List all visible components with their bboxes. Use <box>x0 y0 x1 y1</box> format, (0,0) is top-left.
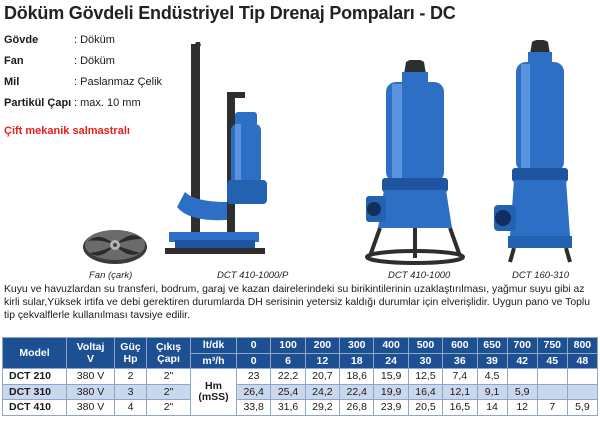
cell-value: 26,4 <box>237 384 271 400</box>
cell-value: 23,9 <box>374 400 408 416</box>
header-flow-lt: lt/dk <box>191 338 237 354</box>
cell-value <box>567 384 597 400</box>
cell-value: 20,5 <box>408 400 442 416</box>
cell-value: 12,5 <box>408 369 442 385</box>
spec-label: Gövde <box>4 34 39 46</box>
cell-value: 29,2 <box>305 400 339 416</box>
header-flow-m3-cell: 42 <box>507 353 537 369</box>
header-flow-lt-cell: 100 <box>271 338 305 354</box>
header-model-label: Model <box>19 347 50 359</box>
cell-value <box>537 369 567 385</box>
cell-value: 22,4 <box>340 384 374 400</box>
header-flow-m3-cell: 45 <box>537 353 567 369</box>
header-guc-label: Güç <box>120 341 141 353</box>
cell-value: 20,7 <box>305 369 339 385</box>
table-row <box>3 384 598 400</box>
spec-value: : Paslanmaz Çelik <box>74 76 163 88</box>
header-flow-lt-cell: 750 <box>537 338 567 354</box>
performance-table <box>2 337 598 416</box>
header-flow-lt-cell: 700 <box>507 338 537 354</box>
header-flow-lt-cell: 500 <box>408 338 442 354</box>
cell-model: DCT 210 <box>3 369 67 385</box>
table-row <box>3 400 598 416</box>
cell-model: DCT 410 <box>3 400 67 416</box>
cell-value <box>507 369 537 385</box>
spec-value: : Döküm <box>74 34 115 46</box>
hm-label: Hm <box>205 379 222 392</box>
cell-guc: 2 <box>115 369 147 385</box>
header-voltaj <box>67 338 115 369</box>
cell-value <box>537 384 567 400</box>
header-flow-lt-cell: 0 <box>237 338 271 354</box>
feature-note: Çift mekanik salmastralı <box>4 125 130 137</box>
cell-model: DCT 310 <box>3 384 67 400</box>
cell-guc: 3 <box>115 384 147 400</box>
pump3-caption: DCT 160-310 <box>512 270 570 281</box>
page-title: Döküm Gövdeli Endüstriyel Tip Drenaj Pompaları - DC <box>4 3 456 23</box>
header-guc-unit: Hp <box>123 353 138 365</box>
cell-cikis: 2" <box>147 384 191 400</box>
cell-value: 25,4 <box>271 384 305 400</box>
pump1-caption: DCT 410-1000/P <box>217 270 289 281</box>
spec-row-mil <box>4 72 162 93</box>
cell-value: 4,5 <box>477 369 507 385</box>
header-flow-m3-cell: 30 <box>408 353 442 369</box>
cell-cikis: 2" <box>147 400 191 416</box>
header-flow-m3-cell: 6 <box>271 353 305 369</box>
header-flow-lt-cell: 300 <box>340 338 374 354</box>
header-voltaj-label: Voltaj <box>76 341 105 353</box>
cell-value: 16,5 <box>443 400 477 416</box>
table-row <box>3 369 598 385</box>
cell-voltaj: 380 V <box>67 384 115 400</box>
cell-value: 23 <box>237 369 271 385</box>
header-flow-m3-cell: 12 <box>305 353 339 369</box>
cell-value: 22,2 <box>271 369 305 385</box>
cell-value: 12 <box>507 400 537 416</box>
cell-value: 14 <box>477 400 507 416</box>
pump-dct160-310-image <box>488 40 588 265</box>
header-flow-lt-cell: 800 <box>567 338 597 354</box>
header-cikis <box>147 338 191 369</box>
cell-hm-label <box>191 369 237 416</box>
spec-row-fan <box>4 51 162 72</box>
cell-value: 15,9 <box>374 369 408 385</box>
cell-value: 5,9 <box>507 384 537 400</box>
description-text: Kuyu ve havuzlardan su transferi, bodrum, garaj ve kazan dairelerindeki su birikintilerinin uzaklaştırılması, yağmur suyu gibi az kirli sular,Yüksek irtifa ve debi gerektiren durumlarda DH serisinin yetersiz kaldığı durumlar için elverişlidir. Uygun pano ve Toplu tip çekvalflerle kullanılması tavsiye edilir. <box>4 284 590 322</box>
header-flow-m3-cell: 39 <box>477 353 507 369</box>
hm-unit: (mSS) <box>198 390 229 403</box>
cell-value <box>567 369 597 385</box>
cell-value: 19,9 <box>374 384 408 400</box>
impeller-image <box>80 223 150 268</box>
header-cikis-unit: Çapı <box>157 353 180 365</box>
table-header-row-1 <box>3 338 598 354</box>
spec-row-partikul <box>4 93 162 114</box>
header-flow-m3-cell: 18 <box>340 353 374 369</box>
header-flow-lt-cell: 400 <box>374 338 408 354</box>
header-flow-lt-cell: 600 <box>443 338 477 354</box>
header-cikis-label: Çıkış <box>155 341 182 353</box>
cell-value: 33,8 <box>237 400 271 416</box>
spec-value: : max. 10 mm <box>74 97 141 109</box>
cell-value: 7,4 <box>443 369 477 385</box>
cell-value: 5,9 <box>567 400 597 416</box>
header-guc <box>115 338 147 369</box>
header-flow-m3-cell: 0 <box>237 353 271 369</box>
header-flow-lt-cell: 650 <box>477 338 507 354</box>
cell-value: 7 <box>537 400 567 416</box>
cell-value: 18,6 <box>340 369 374 385</box>
pump-dct410-1000p-image <box>165 42 275 264</box>
cell-guc: 4 <box>115 400 147 416</box>
header-model <box>3 338 67 369</box>
header-flow-lt-cell: 200 <box>305 338 339 354</box>
impeller-caption: Fan (çark) <box>89 270 133 281</box>
cell-value: 12,1 <box>443 384 477 400</box>
pump2-caption: DCT 410-1000 <box>388 270 451 281</box>
spec-label: Partikül Çapı <box>4 97 72 109</box>
cell-voltaj: 380 V <box>67 400 115 416</box>
spec-row-govde <box>4 30 162 51</box>
header-flow-m3-cell: 48 <box>567 353 597 369</box>
cell-voltaj: 380 V <box>67 369 115 385</box>
cell-value: 16,4 <box>408 384 442 400</box>
cell-value: 26,8 <box>340 400 374 416</box>
spec-label: Mil <box>4 76 20 88</box>
spec-value: : Döküm <box>74 55 115 67</box>
header-flow-m3-cell: 36 <box>443 353 477 369</box>
cell-value: 9,1 <box>477 384 507 400</box>
cell-value: 24,2 <box>305 384 339 400</box>
spec-label: Fan <box>4 55 24 67</box>
header-flow-m3: m³/h <box>191 353 237 369</box>
pump-dct410-1000-image <box>360 60 470 265</box>
header-flow-m3-cell: 24 <box>374 353 408 369</box>
cell-cikis: 2" <box>147 369 191 385</box>
header-voltaj-unit: V <box>86 353 94 365</box>
cell-value: 31,6 <box>271 400 305 416</box>
spec-list <box>4 30 162 114</box>
